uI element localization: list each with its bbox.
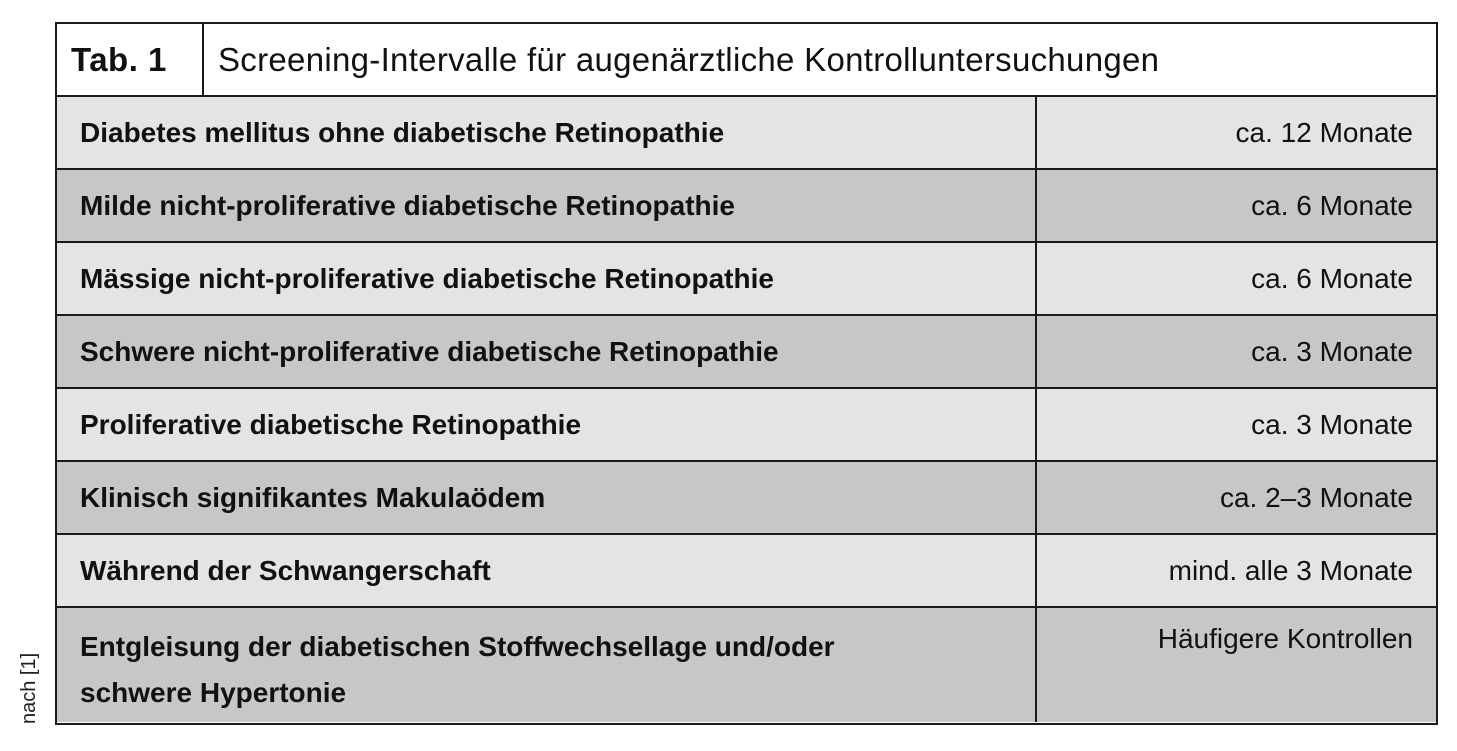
- interval-cell: mind. alle 3 Monate: [1168, 554, 1413, 586]
- condition-cell: Während der Schwangerschaft: [57, 535, 1037, 606]
- table-body: [57, 97, 1436, 722]
- table-row: [57, 243, 1436, 316]
- table-row: [57, 535, 1436, 608]
- interval-cell: ca. 3 Monate: [1251, 335, 1413, 367]
- condition-cell: Proliferative diabetische Retinopathie: [57, 389, 1037, 460]
- condition-cell: Klinisch signifikantes Makulaödem: [57, 462, 1037, 533]
- table-row: [57, 170, 1436, 243]
- table-row: [57, 316, 1436, 389]
- condition-cell: Milde nicht-proliferative diabetische Retinopathie: [57, 170, 1037, 241]
- table-row: [57, 97, 1436, 170]
- table-row: [57, 462, 1436, 535]
- table-row: [57, 608, 1436, 722]
- table-row: [57, 389, 1436, 462]
- interval-cell: ca. 2–3 Monate: [1219, 481, 1413, 513]
- interval-cell: ca. 6 Monate: [1251, 262, 1413, 294]
- table-label: Tab. 1: [57, 24, 204, 95]
- condition-cell: Mässige nicht-proliferative diabetische Retinopathie: [57, 243, 1037, 314]
- interval-cell: ca. 3 Monate: [1251, 408, 1413, 440]
- condition-cell: Schwere nicht-proliferative diabetische Retinopathie: [57, 316, 1037, 387]
- interval-cell: ca. 12 Monate: [1235, 116, 1413, 148]
- condition-cell: [57, 608, 1037, 722]
- source-note: nach [1]: [18, 652, 40, 724]
- condition-line: schwere Hypertonie: [80, 677, 347, 708]
- table-title: Screening-Intervalle für augenärztliche Kontrolluntersuchungen: [218, 40, 1160, 78]
- table-title-row: [57, 24, 1436, 97]
- condition-cell: Diabetes mellitus ohne diabetische Retinopathie: [57, 97, 1037, 168]
- interval-cell: ca. 6 Monate: [1251, 189, 1413, 221]
- interval-cell: Häufigere Kontrollen: [1157, 623, 1413, 654]
- screening-table: [55, 22, 1438, 725]
- condition-line: Entgleisung der diabetischen Stoffwechsellage und/oder: [80, 631, 835, 662]
